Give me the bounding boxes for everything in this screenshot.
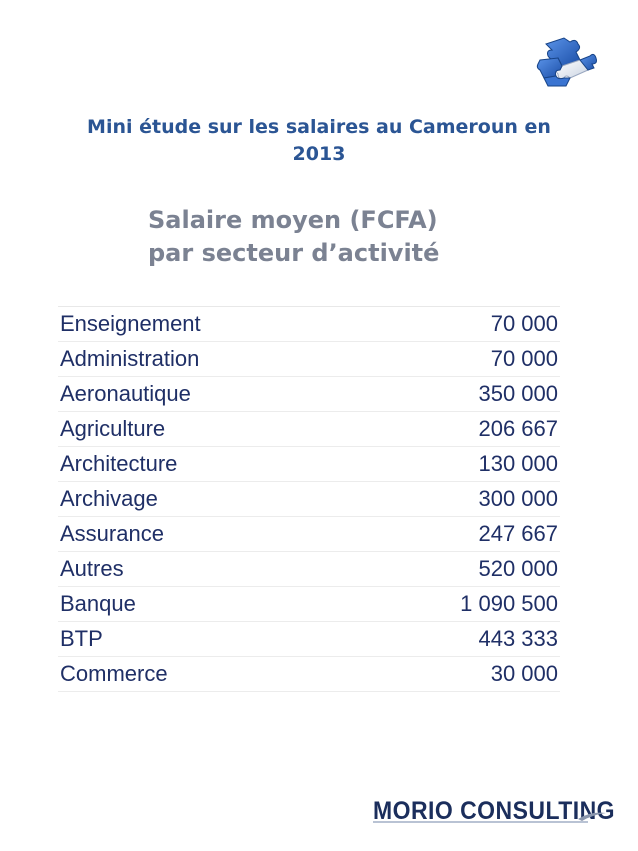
table-row — [58, 587, 560, 622]
sector-label: Assurance — [60, 521, 164, 546]
salary-value: 70 000 — [490, 346, 558, 371]
table-row — [58, 447, 560, 482]
salary-value: 130 000 — [478, 451, 558, 476]
table-row — [58, 622, 560, 657]
puzzle-icon — [536, 30, 598, 88]
salary-value: 520 000 — [478, 556, 558, 581]
page-title — [20, 114, 618, 168]
swoosh-icon — [578, 809, 606, 821]
table-row — [58, 342, 560, 377]
sector-label: Banque — [60, 591, 136, 616]
sector-label: Administration — [60, 346, 200, 371]
subtitle — [148, 204, 608, 270]
table-row — [58, 377, 560, 412]
table-row — [58, 412, 560, 447]
table-row — [58, 552, 560, 587]
sector-label: Archivage — [60, 486, 158, 511]
title-line-2: 2013 — [292, 143, 346, 165]
salary-value: 300 000 — [478, 486, 558, 511]
table-row — [58, 307, 560, 342]
salary-table — [58, 306, 560, 692]
salary-value: 70 000 — [490, 311, 558, 336]
brand-logo — [373, 797, 616, 835]
sector-label: Autres — [60, 556, 124, 581]
salary-value: 30 000 — [490, 661, 558, 686]
salary-value: 206 667 — [478, 416, 558, 441]
table-row — [58, 657, 560, 692]
brand-name: MORIO CONSULTING — [373, 797, 616, 825]
sector-label: Enseignement — [60, 311, 201, 336]
salary-value: 247 667 — [478, 521, 558, 546]
sector-label: BTP — [60, 626, 103, 651]
sector-label: Aeronautique — [60, 381, 191, 406]
sector-label: Agriculture — [60, 416, 166, 441]
title-line-1: Mini étude sur les salaires au Cameroun en — [87, 116, 551, 138]
salary-value: 443 333 — [478, 626, 558, 651]
table-row — [58, 482, 560, 517]
sector-label: Architecture — [60, 451, 178, 476]
sector-label: Commerce — [60, 661, 168, 686]
subtitle-line-1: Salaire moyen (FCFA) — [148, 206, 438, 234]
salary-value: 350 000 — [478, 381, 558, 406]
subtitle-line-2: par secteur d’activité — [148, 239, 440, 267]
table-row — [58, 517, 560, 552]
salary-value: 1 090 500 — [460, 591, 558, 616]
